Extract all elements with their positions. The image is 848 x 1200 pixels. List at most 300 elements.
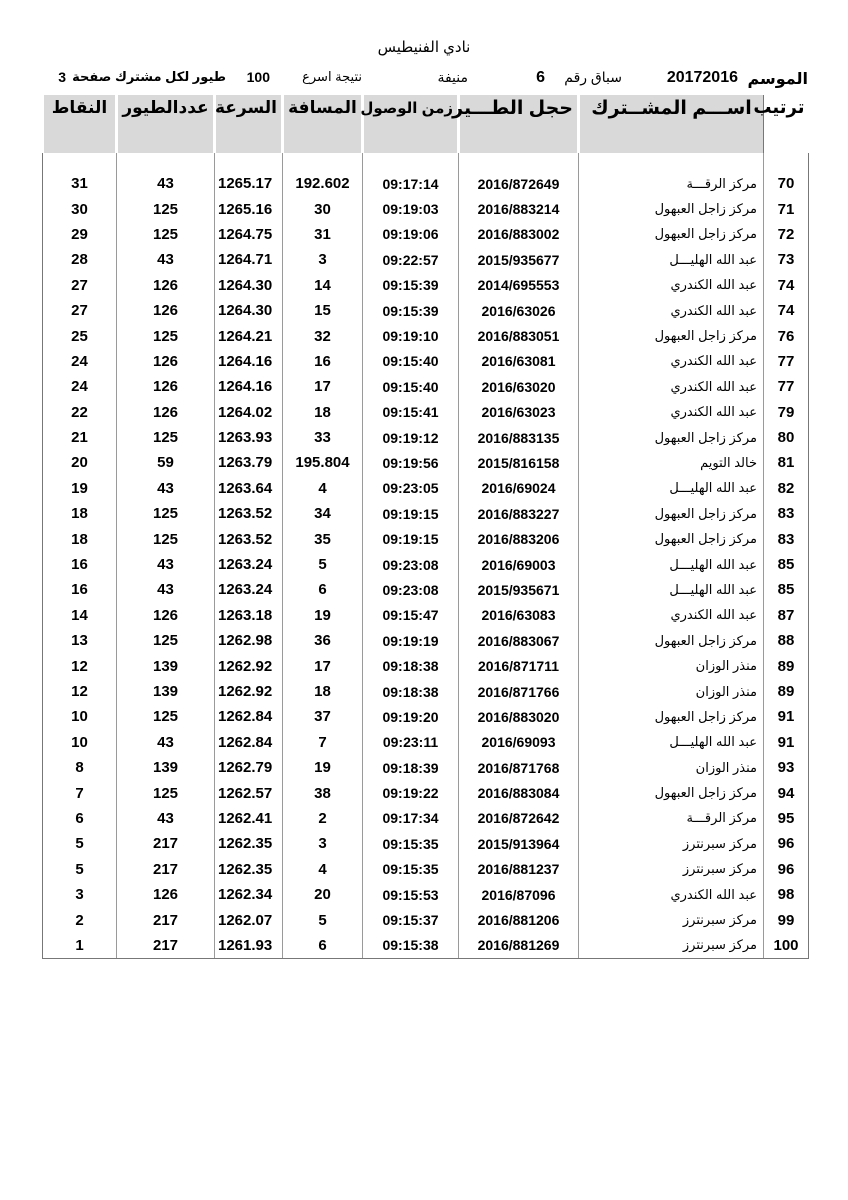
- points-cell: 12: [43, 653, 117, 678]
- ring-cell: 2015/935671: [459, 577, 579, 602]
- header-rank: ترتيب: [764, 95, 809, 153]
- table-row: [43, 374, 809, 399]
- ring-cell: 2016/881269: [459, 933, 579, 959]
- rank-cell: 70: [764, 171, 809, 196]
- ring-cell: 2016/871768: [459, 755, 579, 780]
- table-row: [43, 730, 809, 755]
- member-name-cell: مركز زاجل العبهول: [579, 222, 764, 247]
- points-cell: 3: [43, 882, 117, 907]
- member-name-cell: مركز زاجل العبهول: [579, 323, 764, 348]
- arrival-time-cell: 09:15:35: [363, 857, 459, 882]
- points-cell: 10: [43, 730, 117, 755]
- bird-count-cell: 217: [117, 857, 215, 882]
- rank-cell: 71: [764, 196, 809, 221]
- speed-cell: 1262.07: [215, 907, 283, 932]
- ring-cell: 2014/695553: [459, 273, 579, 298]
- points-cell: 27: [43, 298, 117, 323]
- member-name-cell: عبد الله الكندري: [579, 298, 764, 323]
- result-label: نتيجة اسرع: [302, 69, 362, 84]
- rank-cell: 77: [764, 374, 809, 399]
- points-cell: 16: [43, 552, 117, 577]
- arrival-time-cell: 09:19:12: [363, 425, 459, 450]
- ring-cell: 2016/63023: [459, 400, 579, 425]
- member-name-cell: عبد الله الكندري: [579, 603, 764, 628]
- header-points: النقاط: [43, 95, 117, 153]
- member-name-cell: عبد الله الكندري: [579, 273, 764, 298]
- arrival-time-cell: 09:15:38: [363, 933, 459, 959]
- spacer-cell: [117, 153, 215, 171]
- ring-cell: 2016/63083: [459, 603, 579, 628]
- points-cell: 19: [43, 476, 117, 501]
- distance-cell: 192.602: [283, 171, 363, 196]
- arrival-time-cell: 09:15:53: [363, 882, 459, 907]
- distance-cell: 19: [283, 603, 363, 628]
- speed-cell: 1263.52: [215, 526, 283, 551]
- points-cell: 1: [43, 933, 117, 959]
- points-cell: 8: [43, 755, 117, 780]
- rank-cell: 83: [764, 526, 809, 551]
- member-name-cell: عبد الله الكندري: [579, 400, 764, 425]
- header-ring: حجل الطـــير: [459, 95, 579, 153]
- per-member-label: طيور لكل مشترك صفحة: [72, 69, 226, 84]
- header-member-name: اســـم المشــترك: [579, 95, 764, 153]
- ring-cell: 2016/69024: [459, 476, 579, 501]
- bird-count-cell: 125: [117, 196, 215, 221]
- table-row: [43, 704, 809, 729]
- distance-cell: 195.804: [283, 450, 363, 475]
- arrival-time-cell: 09:19:19: [363, 628, 459, 653]
- table-row: [43, 298, 809, 323]
- table-row: [43, 171, 809, 196]
- ring-cell: 2016/63081: [459, 349, 579, 374]
- table-row: [43, 501, 809, 526]
- ring-cell: 2015/935677: [459, 247, 579, 272]
- table-row: [43, 425, 809, 450]
- arrival-time-cell: 09:23:11: [363, 730, 459, 755]
- arrival-time-cell: 09:17:34: [363, 806, 459, 831]
- member-name-cell: مركز زاجل العبهول: [579, 704, 764, 729]
- race-info-line: [40, 69, 808, 91]
- spacer-cell: [459, 153, 579, 171]
- ring-cell: 2016/881206: [459, 907, 579, 932]
- distance-cell: 4: [283, 476, 363, 501]
- result-count: 100: [246, 69, 270, 85]
- ring-cell: 2016/883135: [459, 425, 579, 450]
- speed-cell: 1263.79: [215, 450, 283, 475]
- club-title: نادي الفنيطيس: [377, 39, 471, 56]
- distance-cell: 36: [283, 628, 363, 653]
- arrival-time-cell: 09:15:39: [363, 273, 459, 298]
- arrival-time-cell: 09:15:47: [363, 603, 459, 628]
- race-number: 6: [536, 69, 545, 86]
- distance-cell: 20: [283, 882, 363, 907]
- rank-cell: 98: [764, 882, 809, 907]
- bird-count-cell: 43: [117, 247, 215, 272]
- distance-cell: 6: [283, 577, 363, 602]
- rank-cell: 83: [764, 501, 809, 526]
- rank-cell: 72: [764, 222, 809, 247]
- rank-cell: 74: [764, 298, 809, 323]
- points-cell: 6: [43, 806, 117, 831]
- table-row: [43, 755, 809, 780]
- arrival-time-cell: 09:18:38: [363, 679, 459, 704]
- speed-cell: 1264.75: [215, 222, 283, 247]
- points-cell: 21: [43, 425, 117, 450]
- bird-count-cell: 126: [117, 374, 215, 399]
- rank-cell: 80: [764, 425, 809, 450]
- ring-cell: 2016/872642: [459, 806, 579, 831]
- arrival-time-cell: 09:22:57: [363, 247, 459, 272]
- member-name-cell: عبد الله الكندري: [579, 349, 764, 374]
- member-name-cell: مركز سبرنترز: [579, 831, 764, 856]
- speed-cell: 1263.24: [215, 552, 283, 577]
- spacer-cell: [283, 153, 363, 171]
- member-name-cell: مركز الرقـــة: [579, 806, 764, 831]
- arrival-time-cell: 09:23:08: [363, 552, 459, 577]
- table-row: [43, 323, 809, 348]
- rank-cell: 82: [764, 476, 809, 501]
- member-name-cell: مركز زاجل العبهول: [579, 425, 764, 450]
- bird-count-cell: 125: [117, 704, 215, 729]
- rank-cell: 94: [764, 780, 809, 805]
- ring-cell: 2016/872649: [459, 171, 579, 196]
- bird-count-cell: 125: [117, 526, 215, 551]
- distance-cell: 2: [283, 806, 363, 831]
- speed-cell: 1262.92: [215, 679, 283, 704]
- member-name-cell: مركز الرقـــة: [579, 171, 764, 196]
- rank-cell: 87: [764, 603, 809, 628]
- distance-cell: 38: [283, 780, 363, 805]
- bird-count-cell: 125: [117, 780, 215, 805]
- rank-cell: 95: [764, 806, 809, 831]
- distance-cell: 33: [283, 425, 363, 450]
- points-cell: 13: [43, 628, 117, 653]
- bird-count-cell: 217: [117, 831, 215, 856]
- bird-count-cell: 139: [117, 755, 215, 780]
- arrival-time-cell: 09:19:56: [363, 450, 459, 475]
- distance-cell: 30: [283, 196, 363, 221]
- ring-cell: 2016/883020: [459, 704, 579, 729]
- ring-cell: 2016/63026: [459, 298, 579, 323]
- season-value: 20172016: [666, 69, 738, 86]
- arrival-time-cell: 09:19:06: [363, 222, 459, 247]
- rank-cell: 88: [764, 628, 809, 653]
- table-row: [43, 349, 809, 374]
- rank-cell: 89: [764, 679, 809, 704]
- points-cell: 25: [43, 323, 117, 348]
- speed-cell: 1262.79: [215, 755, 283, 780]
- speed-cell: 1263.24: [215, 577, 283, 602]
- bird-count-cell: 59: [117, 450, 215, 475]
- points-cell: 10: [43, 704, 117, 729]
- member-name-cell: منذر الوزان: [579, 679, 764, 704]
- points-cell: 30: [43, 196, 117, 221]
- rank-cell: 76: [764, 323, 809, 348]
- table-row: [43, 933, 809, 959]
- speed-cell: 1264.71: [215, 247, 283, 272]
- rank-cell: 81: [764, 450, 809, 475]
- arrival-time-cell: 09:18:38: [363, 653, 459, 678]
- distance-cell: 7: [283, 730, 363, 755]
- rank-cell: 99: [764, 907, 809, 932]
- bird-count-cell: 43: [117, 552, 215, 577]
- table-row: [43, 196, 809, 221]
- table-spacer-row: [43, 153, 809, 171]
- speed-cell: 1265.17: [215, 171, 283, 196]
- ring-cell: 2016/69093: [459, 730, 579, 755]
- points-cell: 24: [43, 349, 117, 374]
- rank-cell: 85: [764, 552, 809, 577]
- member-name-cell: مركز زاجل العبهول: [579, 780, 764, 805]
- bird-count-cell: 217: [117, 907, 215, 932]
- spacer-cell: [764, 153, 809, 171]
- speed-cell: 1263.64: [215, 476, 283, 501]
- bird-count-cell: 125: [117, 222, 215, 247]
- race-location: منيفة: [437, 69, 468, 85]
- bird-count-cell: 139: [117, 679, 215, 704]
- member-name-cell: عبد الله الكندري: [579, 374, 764, 399]
- rank-cell: 93: [764, 755, 809, 780]
- distance-cell: 18: [283, 679, 363, 704]
- distance-cell: 35: [283, 526, 363, 551]
- rank-cell: 74: [764, 273, 809, 298]
- bird-count-cell: 126: [117, 400, 215, 425]
- table-row: [43, 450, 809, 475]
- table-row: [43, 552, 809, 577]
- points-cell: 31: [43, 171, 117, 196]
- arrival-time-cell: 09:15:41: [363, 400, 459, 425]
- points-cell: 18: [43, 526, 117, 551]
- speed-cell: 1262.98: [215, 628, 283, 653]
- rank-cell: 100: [764, 933, 809, 959]
- bird-count-cell: 139: [117, 653, 215, 678]
- arrival-time-cell: 09:15:35: [363, 831, 459, 856]
- distance-cell: 32: [283, 323, 363, 348]
- table-row: [43, 679, 809, 704]
- speed-cell: 1263.52: [215, 501, 283, 526]
- member-name-cell: مركز سبرنترز: [579, 907, 764, 932]
- member-name-cell: عبد الله الهليـــل: [579, 730, 764, 755]
- arrival-time-cell: 09:18:39: [363, 755, 459, 780]
- distance-cell: 34: [283, 501, 363, 526]
- rank-cell: 91: [764, 704, 809, 729]
- ring-cell: 2015/913964: [459, 831, 579, 856]
- arrival-time-cell: 09:19:20: [363, 704, 459, 729]
- speed-cell: 1262.57: [215, 780, 283, 805]
- ring-cell: 2016/63020: [459, 374, 579, 399]
- arrival-time-cell: 09:15:39: [363, 298, 459, 323]
- table-row: [43, 882, 809, 907]
- header-speed: السرعة: [215, 95, 283, 153]
- arrival-time-cell: 09:15:40: [363, 374, 459, 399]
- ring-cell: 2016/883051: [459, 323, 579, 348]
- arrival-time-cell: 09:23:05: [363, 476, 459, 501]
- speed-cell: 1262.84: [215, 730, 283, 755]
- table-row: [43, 603, 809, 628]
- member-name-cell: مركز سبرنترز: [579, 933, 764, 959]
- ring-cell: 2016/883084: [459, 780, 579, 805]
- distance-cell: 37: [283, 704, 363, 729]
- bird-count-cell: 43: [117, 577, 215, 602]
- member-name-cell: مركز سبرنترز: [579, 857, 764, 882]
- race-label: سباق رقم: [564, 69, 622, 85]
- points-cell: 18: [43, 501, 117, 526]
- speed-cell: 1262.34: [215, 882, 283, 907]
- distance-cell: 5: [283, 907, 363, 932]
- header-distance: المسافة: [283, 95, 363, 153]
- points-cell: 14: [43, 603, 117, 628]
- points-cell: 5: [43, 857, 117, 882]
- distance-cell: 18: [283, 400, 363, 425]
- points-cell: 24: [43, 374, 117, 399]
- points-cell: 20: [43, 450, 117, 475]
- table-row: [43, 857, 809, 882]
- distance-cell: 6: [283, 933, 363, 959]
- spacer-cell: [579, 153, 764, 171]
- speed-cell: 1262.92: [215, 653, 283, 678]
- bird-count-cell: 126: [117, 349, 215, 374]
- member-name-cell: مركز زاجل العبهول: [579, 196, 764, 221]
- bird-count-cell: 43: [117, 730, 215, 755]
- distance-cell: 19: [283, 755, 363, 780]
- table-row: [43, 577, 809, 602]
- member-name-cell: منذر الوزان: [579, 755, 764, 780]
- distance-cell: 31: [283, 222, 363, 247]
- arrival-time-cell: 09:17:14: [363, 171, 459, 196]
- bird-count-cell: 125: [117, 425, 215, 450]
- arrival-time-cell: 09:15:40: [363, 349, 459, 374]
- bird-count-cell: 125: [117, 628, 215, 653]
- speed-cell: 1262.84: [215, 704, 283, 729]
- bird-count-cell: 125: [117, 323, 215, 348]
- distance-cell: 15: [283, 298, 363, 323]
- bird-count-cell: 126: [117, 882, 215, 907]
- table-header-row: [43, 95, 809, 153]
- table-row: [43, 628, 809, 653]
- rank-cell: 91: [764, 730, 809, 755]
- arrival-time-cell: 09:19:03: [363, 196, 459, 221]
- bird-count-cell: 125: [117, 501, 215, 526]
- distance-cell: 16: [283, 349, 363, 374]
- speed-cell: 1262.35: [215, 831, 283, 856]
- distance-cell: 4: [283, 857, 363, 882]
- ring-cell: 2016/883206: [459, 526, 579, 551]
- table-row: [43, 831, 809, 856]
- member-name-cell: مركز زاجل العبهول: [579, 526, 764, 551]
- spacer-cell: [363, 153, 459, 171]
- member-name-cell: عبد الله الكندري: [579, 882, 764, 907]
- member-name-cell: عبد الله الهليـــل: [579, 577, 764, 602]
- arrival-time-cell: 09:23:08: [363, 577, 459, 602]
- spacer-cell: [43, 153, 117, 171]
- speed-cell: 1264.30: [215, 273, 283, 298]
- member-name-cell: منذر الوزان: [579, 653, 764, 678]
- table-row: [43, 907, 809, 932]
- table-row: [43, 273, 809, 298]
- ring-cell: 2016/881237: [459, 857, 579, 882]
- arrival-time-cell: 09:19:22: [363, 780, 459, 805]
- points-cell: 5: [43, 831, 117, 856]
- season-label: الموسم: [747, 71, 808, 88]
- table-row: [43, 526, 809, 551]
- table-row: [43, 653, 809, 678]
- rank-cell: 96: [764, 831, 809, 856]
- speed-cell: 1262.41: [215, 806, 283, 831]
- member-name-cell: مركز زاجل العبهول: [579, 628, 764, 653]
- points-cell: 16: [43, 577, 117, 602]
- spacer-cell: [215, 153, 283, 171]
- speed-cell: 1264.02: [215, 400, 283, 425]
- rank-cell: 89: [764, 653, 809, 678]
- page-number: 3: [58, 69, 66, 85]
- member-name-cell: عبد الله الهليـــل: [579, 247, 764, 272]
- table-row: [43, 400, 809, 425]
- header-bird-count: عددالطيور: [117, 95, 215, 153]
- rank-cell: 96: [764, 857, 809, 882]
- speed-cell: 1262.35: [215, 857, 283, 882]
- arrival-time-cell: 09:19:15: [363, 526, 459, 551]
- bird-count-cell: 43: [117, 476, 215, 501]
- speed-cell: 1264.21: [215, 323, 283, 348]
- bird-count-cell: 126: [117, 298, 215, 323]
- points-cell: 29: [43, 222, 117, 247]
- points-cell: 12: [43, 679, 117, 704]
- speed-cell: 1261.93: [215, 933, 283, 959]
- ring-cell: 2015/816158: [459, 450, 579, 475]
- distance-cell: 17: [283, 653, 363, 678]
- rank-cell: 73: [764, 247, 809, 272]
- points-cell: 28: [43, 247, 117, 272]
- ring-cell: 2016/871711: [459, 653, 579, 678]
- ring-cell: 2016/883214: [459, 196, 579, 221]
- speed-cell: 1264.16: [215, 349, 283, 374]
- table-row: [43, 247, 809, 272]
- ring-cell: 2016/69003: [459, 552, 579, 577]
- rank-cell: 77: [764, 349, 809, 374]
- speed-cell: 1263.18: [215, 603, 283, 628]
- points-cell: 2: [43, 907, 117, 932]
- arrival-time-cell: 09:19:10: [363, 323, 459, 348]
- member-name-cell: عبد الله الهليـــل: [579, 552, 764, 577]
- ring-cell: 2016/87096: [459, 882, 579, 907]
- arrival-time-cell: 09:19:15: [363, 501, 459, 526]
- bird-count-cell: 126: [117, 273, 215, 298]
- arrival-time-cell: 09:15:37: [363, 907, 459, 932]
- bird-count-cell: 43: [117, 171, 215, 196]
- speed-cell: 1265.16: [215, 196, 283, 221]
- ring-cell: 2016/883067: [459, 628, 579, 653]
- points-cell: 22: [43, 400, 117, 425]
- ring-cell: 2016/883002: [459, 222, 579, 247]
- distance-cell: 5: [283, 552, 363, 577]
- table-row: [43, 806, 809, 831]
- member-name-cell: خالد التويم: [579, 450, 764, 475]
- bird-count-cell: 43: [117, 806, 215, 831]
- ring-cell: 2016/871766: [459, 679, 579, 704]
- distance-cell: 14: [283, 273, 363, 298]
- ring-cell: 2016/883227: [459, 501, 579, 526]
- header-arrival-time: زمن الوصول: [363, 95, 459, 153]
- results-table: [41, 95, 809, 959]
- speed-cell: 1263.93: [215, 425, 283, 450]
- distance-cell: 3: [283, 247, 363, 272]
- bird-count-cell: 217: [117, 933, 215, 959]
- table-row: [43, 780, 809, 805]
- points-cell: 27: [43, 273, 117, 298]
- distance-cell: 17: [283, 374, 363, 399]
- rank-cell: 85: [764, 577, 809, 602]
- member-name-cell: عبد الله الهليـــل: [579, 476, 764, 501]
